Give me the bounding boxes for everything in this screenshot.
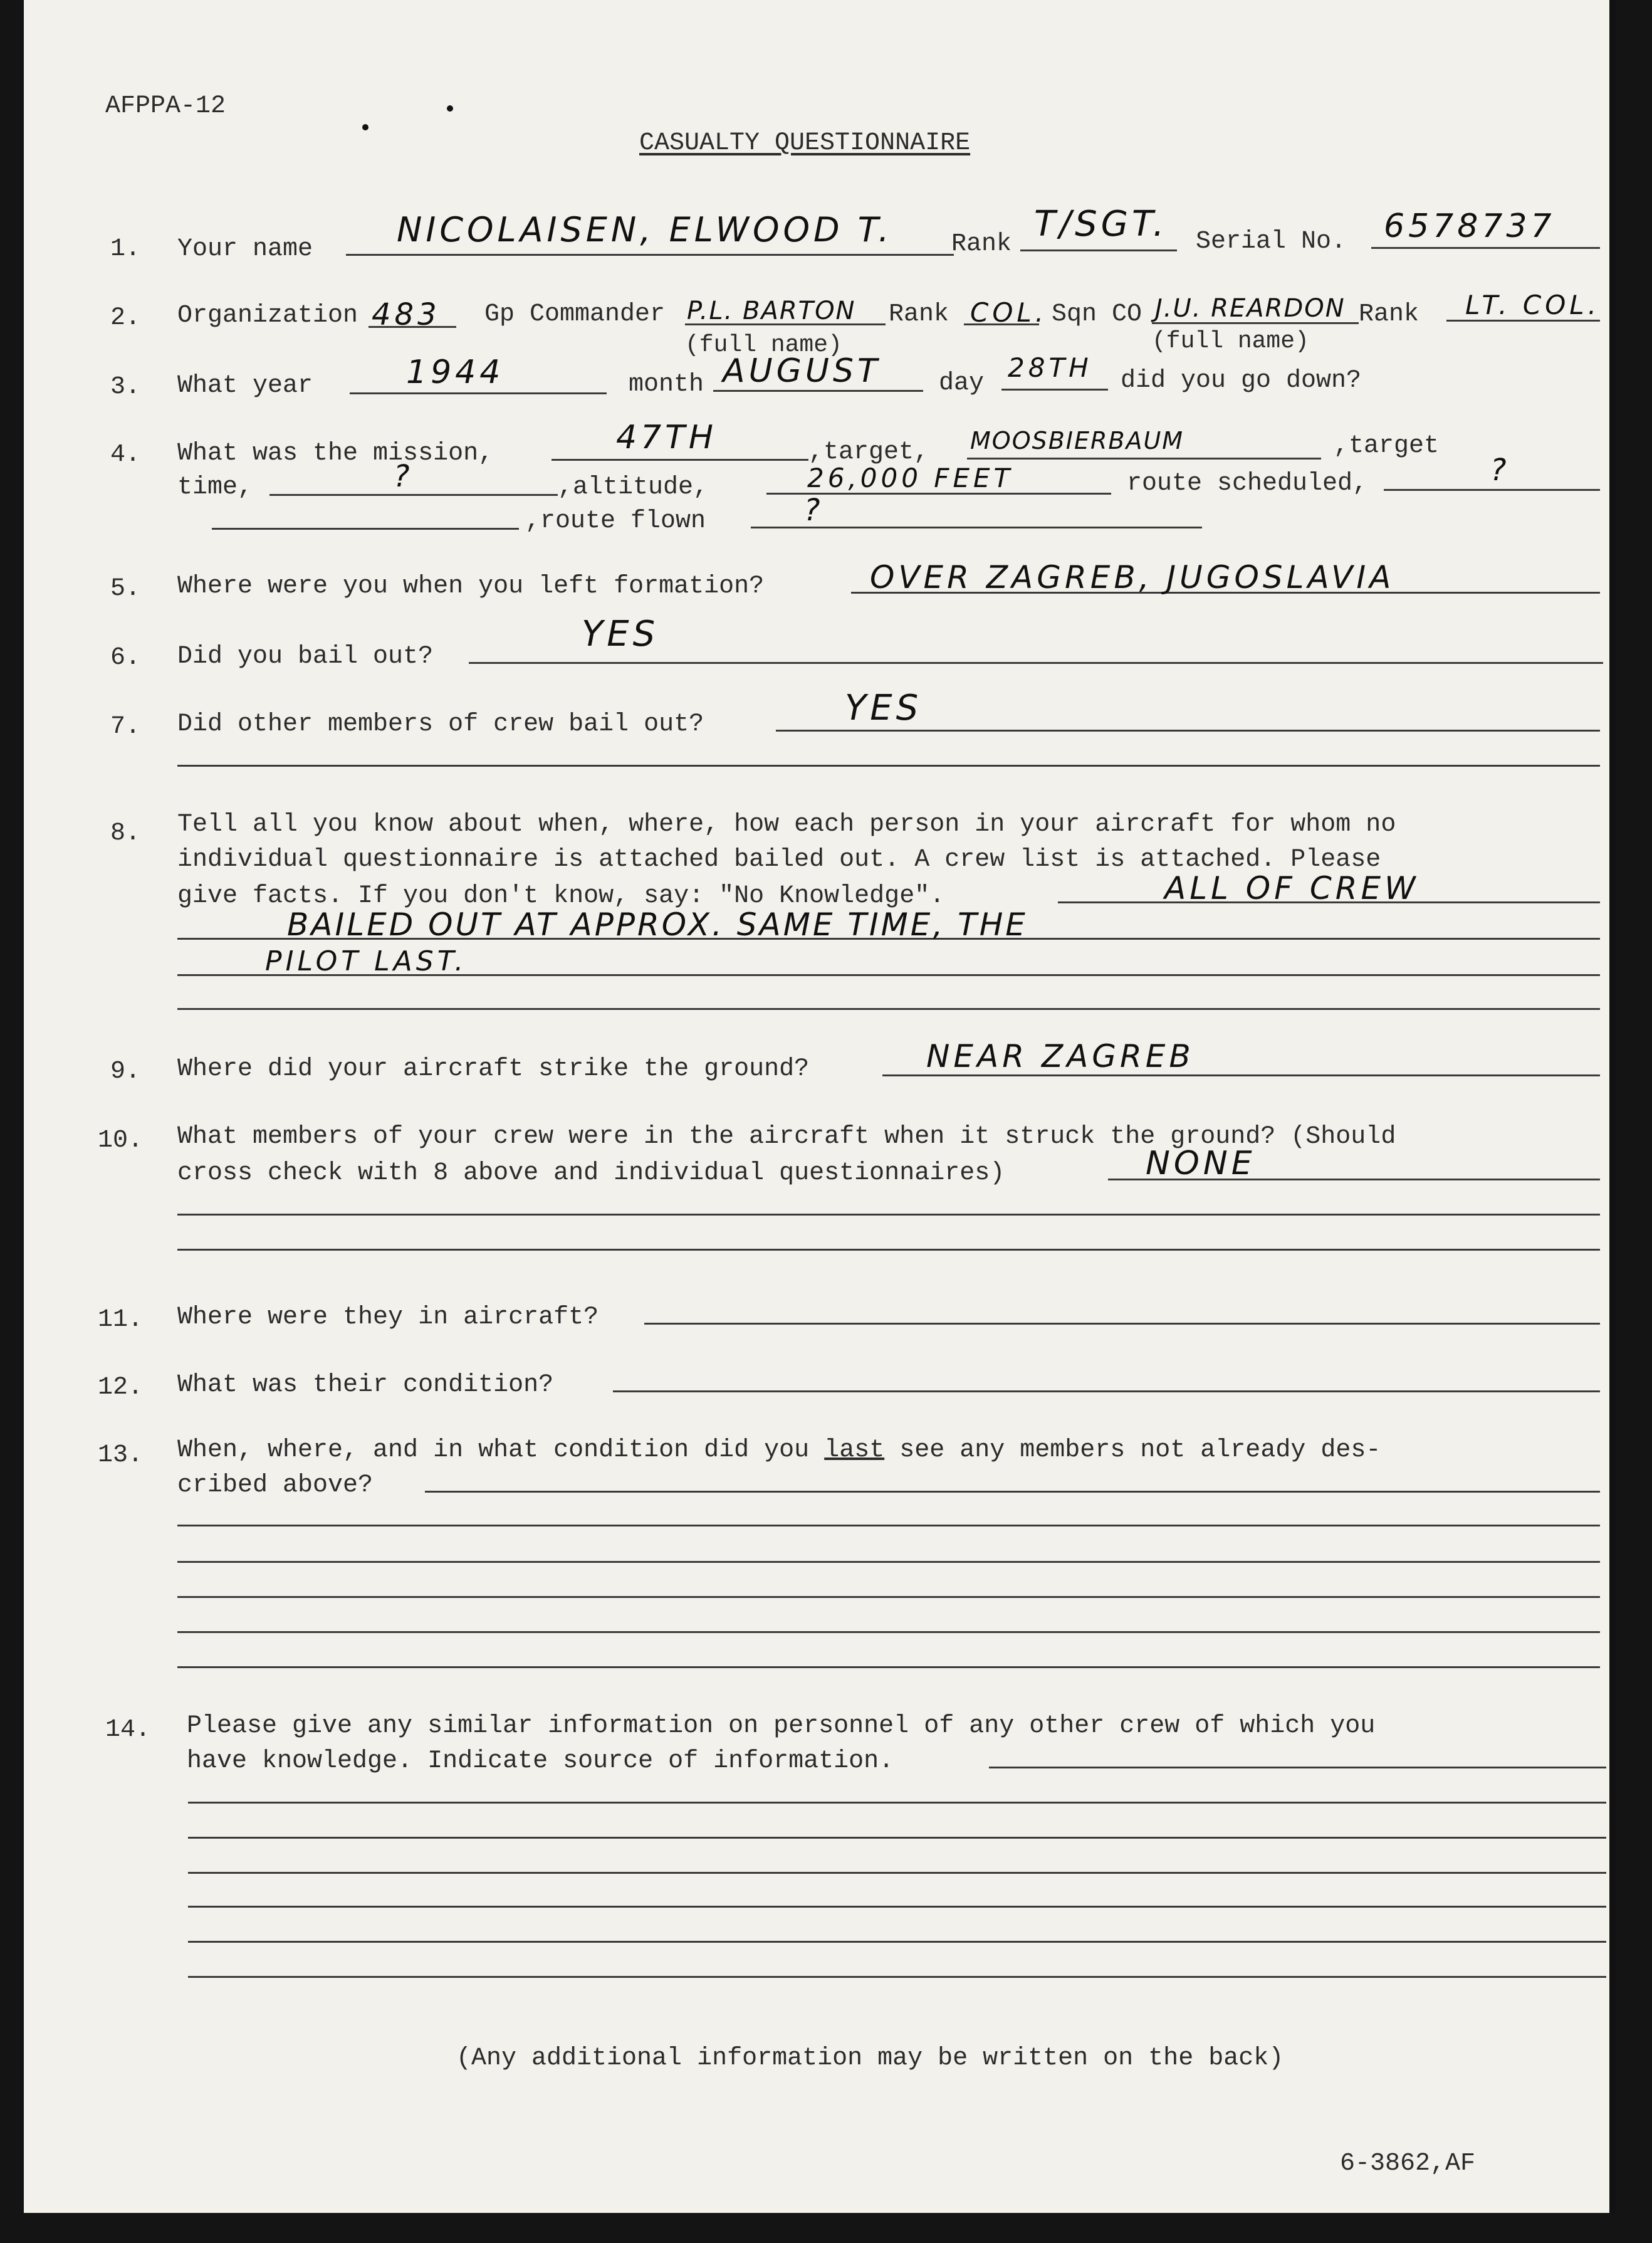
q4-target-time-label: ,target — [1334, 432, 1440, 460]
q7-label: Did other members of crew bail out? — [177, 710, 704, 738]
q2-rank-label: Rank — [889, 300, 949, 328]
q13-answer-line-4 — [177, 1596, 1600, 1598]
q4-number: 4. — [110, 441, 141, 469]
q4-time-label: time, — [177, 473, 253, 502]
q4-altitude-label: ,altitude, — [558, 473, 709, 502]
q12-number: 12. — [98, 1374, 144, 1402]
form-title: CASUALTY QUESTIONNAIRE — [639, 129, 971, 157]
q4-route-sched-line-2 — [212, 528, 519, 530]
q2-sqn-label: Sqn CO — [1052, 300, 1142, 328]
q2-fullname-hint: (full name) — [1152, 328, 1309, 355]
q2-sqn-rank-answer: LT. COL. — [1465, 290, 1601, 320]
q7-answer-line — [776, 730, 1600, 732]
footer-note: (Any additional information may be written on the back) — [456, 2044, 1284, 2072]
q2-org-label: Organization — [177, 302, 358, 330]
q13-number: 13. — [98, 1441, 144, 1469]
form-number: 6-3862,AF — [1340, 2150, 1476, 2178]
q2-gp-answer: P.L. BARTON — [687, 297, 856, 325]
q9-answer: NEAR ZAGREB — [926, 1038, 1195, 1074]
q6-number: 6. — [110, 644, 141, 672]
q4-route-sched-label: route scheduled, — [1127, 470, 1368, 498]
form-id: AFPPA-12 — [105, 92, 226, 120]
q13-last-emphasis: last — [824, 1436, 885, 1464]
q13-text-part-1: When, where, and in what condition did you — [177, 1436, 810, 1464]
q14-answer-line-7 — [188, 1976, 1606, 1978]
questionnaire-page — [24, 0, 1616, 2213]
q12-label: What was their condition? — [177, 1371, 554, 1399]
ink-speck — [447, 105, 453, 112]
q5-number: 5. — [110, 575, 141, 603]
q14-answer-line-3 — [188, 1837, 1606, 1839]
q10-answer-line-3 — [177, 1249, 1600, 1251]
q1-serial-answer: 6578737 — [1384, 207, 1555, 245]
q14-text-line-1: Please give any similar information on personnel of any other crew of which you — [187, 1712, 1376, 1740]
q13-answer-line-5 — [177, 1631, 1600, 1633]
q6-answer: YES — [582, 614, 659, 654]
q5-answer: OVER ZAGREB, JUGOSLAVIA — [870, 559, 1395, 596]
q10-number: 10. — [98, 1127, 144, 1155]
q7-answer: YES — [845, 688, 923, 728]
q4-route-flown-label: ,route flown — [525, 507, 706, 535]
q13-answer-line — [425, 1491, 1600, 1493]
q8-answer-1: ALL OF CREW — [1164, 870, 1419, 906]
q5-label: Where were you when you left formation? — [177, 572, 765, 601]
q8-answer-3: PILOT LAST. — [265, 945, 468, 977]
q4-time-line — [269, 494, 558, 496]
q8-text-line-3: give facts. If you don't know, say: "No Knowledge". — [177, 882, 945, 910]
q3-tail-text: did you go down? — [1121, 367, 1362, 395]
q9-label: Where did your aircraft strike the ground? — [177, 1055, 810, 1083]
q8-text-line-2: individual questionnaire is attached bailed out. A crew list is attached. Please — [177, 846, 1381, 874]
q10-answer-line-2 — [177, 1214, 1600, 1216]
q3-year-line — [350, 392, 607, 394]
q13-text-line-1 — [177, 1438, 1381, 1463]
q4-target-label: ,target, — [808, 438, 929, 466]
q11-label: Where were they in aircraft? — [177, 1303, 599, 1332]
q4-route-flown-answer: ? — [804, 493, 824, 528]
q2-gp-rank-answer: COL. — [970, 297, 1048, 328]
q1-rank-label: Rank — [951, 230, 1012, 258]
q4-time-answer: ? — [394, 459, 414, 494]
q8-answer-line-4 — [177, 1008, 1600, 1010]
q3-year-label: What year — [177, 372, 313, 400]
q3-month-line — [713, 390, 923, 392]
q8-answer-2: BAILED OUT AT APPROX. SAME TIME, THE — [287, 906, 1028, 943]
q14-number: 14. — [105, 1716, 151, 1744]
q14-answer-line-2 — [188, 1802, 1606, 1804]
q4-target-answer: MOOSBIERBAUM — [970, 427, 1184, 454]
q4-altitude-answer: 26,000 FEET — [807, 463, 1014, 493]
q10-text-line-2: cross check with 8 above and individual questionnaires) — [177, 1159, 1005, 1187]
q11-answer-line — [644, 1323, 1600, 1325]
q3-number: 3. — [110, 373, 141, 401]
q1-serial-label: Serial No. — [1196, 228, 1347, 256]
q8-number: 8. — [110, 819, 141, 848]
q2-sqn-answer: J.U. REARDON — [1155, 294, 1346, 323]
q11-number: 11. — [98, 1306, 144, 1334]
q6-label: Did you bail out? — [177, 643, 434, 671]
q14-answer-line — [989, 1767, 1606, 1768]
q2-number: 2. — [110, 304, 141, 332]
q7-answer-line-2 — [177, 765, 1600, 767]
q1-serial-line — [1371, 247, 1600, 249]
q14-answer-line-5 — [188, 1906, 1606, 1908]
q1-name-answer: NICOLAISEN, ELWOOD T. — [397, 210, 893, 250]
q1-name-line — [346, 254, 954, 256]
q4-mission-label: What was the mission, — [177, 439, 494, 468]
q4-route-sched-answer: ? — [1490, 453, 1510, 488]
q4-mission-line — [552, 459, 808, 461]
q13-answer-line-6 — [177, 1666, 1600, 1668]
q10-answer: NONE — [1146, 1145, 1256, 1182]
q2-fullname-hint: (full name) — [685, 332, 842, 359]
q9-answer-line — [882, 1074, 1600, 1076]
q13-text-part-2: see any members not already des- — [899, 1436, 1381, 1464]
q1-name-label: Your name — [177, 235, 313, 263]
q3-day-line — [1001, 389, 1108, 391]
q4-route-sched-line — [1384, 489, 1600, 491]
q13-text-line-2: cribed above? — [177, 1471, 374, 1500]
q14-answer-line-6 — [188, 1941, 1606, 1943]
q6-answer-line — [469, 662, 1603, 664]
q3-month-answer: AUGUST — [723, 352, 881, 390]
q4-mission-answer: 47TH — [616, 419, 718, 456]
q13-answer-line-3 — [177, 1561, 1600, 1563]
ink-speck — [362, 124, 369, 130]
q4-target-line — [967, 458, 1321, 460]
q3-day-answer: 28TH — [1008, 352, 1092, 383]
q2-sqn-rank-label: Rank — [1359, 300, 1419, 328]
q1-rank-line — [1020, 250, 1177, 251]
q1-number: 1. — [110, 235, 141, 263]
q3-day-label: day — [939, 369, 985, 397]
q14-answer-line-4 — [188, 1872, 1606, 1874]
q13-answer-line-2 — [177, 1525, 1600, 1526]
q2-gp-rank-line — [964, 323, 1039, 325]
q1-rank-answer: T/SGT. — [1034, 204, 1168, 244]
q14-text-line-2: have knowledge. Indicate source of information. — [187, 1747, 894, 1775]
q9-number: 9. — [110, 1058, 141, 1086]
q12-answer-line — [613, 1390, 1600, 1392]
q2-gp-label: Gp Commander — [484, 300, 666, 328]
q3-month-label: month — [629, 370, 704, 399]
q7-number: 7. — [110, 713, 141, 741]
q10-text-line-1: What members of your crew were in the aircraft when it struck the ground? (Should — [177, 1123, 1396, 1151]
q8-text-line-1: Tell all you know about when, where, how each person in your aircraft for whom no — [177, 811, 1396, 839]
q2-org-answer: 483 — [372, 297, 441, 332]
q3-year-answer: 1944 — [406, 354, 504, 391]
